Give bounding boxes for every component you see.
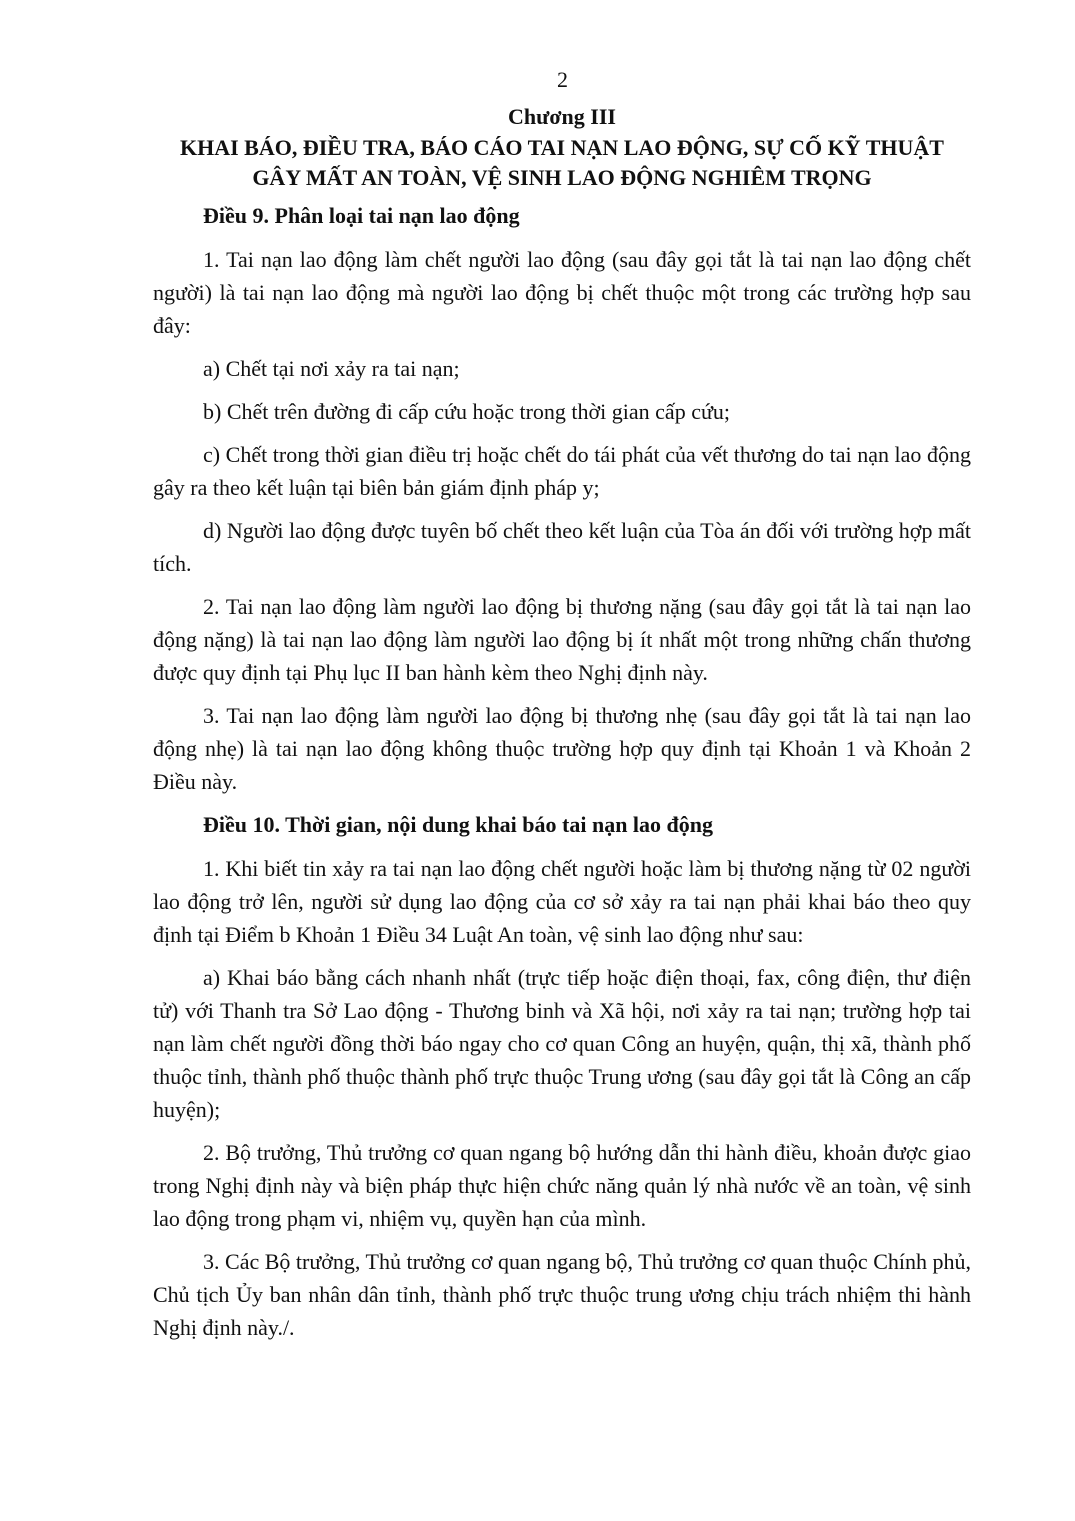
article-9-heading: Điều 9. Phân loại tai nạn lao động xyxy=(203,203,520,228)
article-9-clause-1: 1. Tai nạn lao động làm chết người lao động (sau đây gọi tắt là tai nạn lao động chết người) là tai nạn lao động mà người lao động bị chết thuộc một trong các trường hợp sau đây: xyxy=(153,247,971,338)
page-number: 2 xyxy=(557,67,568,92)
article-10-heading: Điều 10. Thời gian, nội dung khai báo tai nạn lao động xyxy=(203,812,714,837)
chapter-title: Chương III xyxy=(508,104,616,129)
document-body xyxy=(153,103,971,1344)
article-10-point-a: a) Khai báo bằng cách nhanh nhất (trực tiếp hoặc điện thoại, fax, công điện, thư điện tử) với Thanh tra Sở Lao động - Thương binh và Xã hội, nơi xảy ra tai nạn; trường hợp tai nạn làm chết người đồng thời báo ngay cho cơ quan Công an huyện, quận, thị xã, thành phố thuộc tỉnh, thành phố thuộc thành phố trực thuộc Trung ương (sau đây gọi tắt là Công an cấp huyện); xyxy=(153,965,971,1122)
article-10-clause-3: 3. Các Bộ trưởng, Thủ trưởng cơ quan ngang bộ, Thủ trưởng cơ quan thuộc Chính phủ, Chủ tịch Ủy ban nhân dân tỉnh, thành phố trực thuộc trung ương chịu trách nhiệm thi hành Nghị định này./. xyxy=(153,1249,971,1340)
article-9-point-a: a) Chết tại nơi xảy ra tai nạn; xyxy=(203,356,460,381)
chapter-heading-line-2: GÂY MẤT AN TOÀN, VỆ SINH LAO ĐỘNG NGHIÊM TRỌNG xyxy=(252,165,872,190)
article-9-clause-2: 2. Tai nạn lao động làm người lao động bị thương nặng (sau đây gọi tắt là tai nạn lao động nặng) là tai nạn lao động làm người lao động bị ít nhất một trong những chấn thương được quy định tại Phụ lục II ban hành kèm theo Nghị định này. xyxy=(153,594,971,685)
article-10-clause-2: 2. Bộ trưởng, Thủ trưởng cơ quan ngang bộ hướng dẫn thi hành điều, khoản được giao trong Nghị định này và biện pháp thực hiện chức năng quản lý nhà nước về an toàn, vệ sinh lao động trong phạm vi, nhiệm vụ, quyền hạn của mình. xyxy=(153,1140,971,1231)
chapter-heading-line-1: KHAI BÁO, ĐIỀU TRA, BÁO CÁO TAI NẠN LAO ĐỘNG, SỰ CỐ KỸ THUẬT xyxy=(180,135,944,160)
article-10-clause-1: 1. Khi biết tin xảy ra tai nạn lao động chết người hoặc làm bị thương nặng từ 02 người lao động trở lên, người sử dụng lao động của cơ sở xảy ra tai nạn phải khai báo theo quy định tại Điểm b Khoản 1 Điều 34 Luật An toàn, vệ sinh lao động như sau: xyxy=(153,856,971,947)
article-9-point-c: c) Chết trong thời gian điều trị hoặc chết do tái phát của vết thương do tai nạn lao động gây ra theo kết luận tại biên bản giám định pháp y; xyxy=(153,442,971,500)
article-9-point-b: b) Chết trên đường đi cấp cứu hoặc trong thời gian cấp cứu; xyxy=(203,399,731,424)
article-9-clause-3: 3. Tai nạn lao động làm người lao động bị thương nhẹ (sau đây gọi tắt là tai nạn lao động nhẹ) là tai nạn lao động không thuộc trường hợp quy định tại Khoản 1 và Khoản 2 Điều này. xyxy=(153,703,971,794)
article-9-point-d: d) Người lao động được tuyên bố chết theo kết luận của Tòa án đối với trường hợp mất tích. xyxy=(153,518,971,576)
